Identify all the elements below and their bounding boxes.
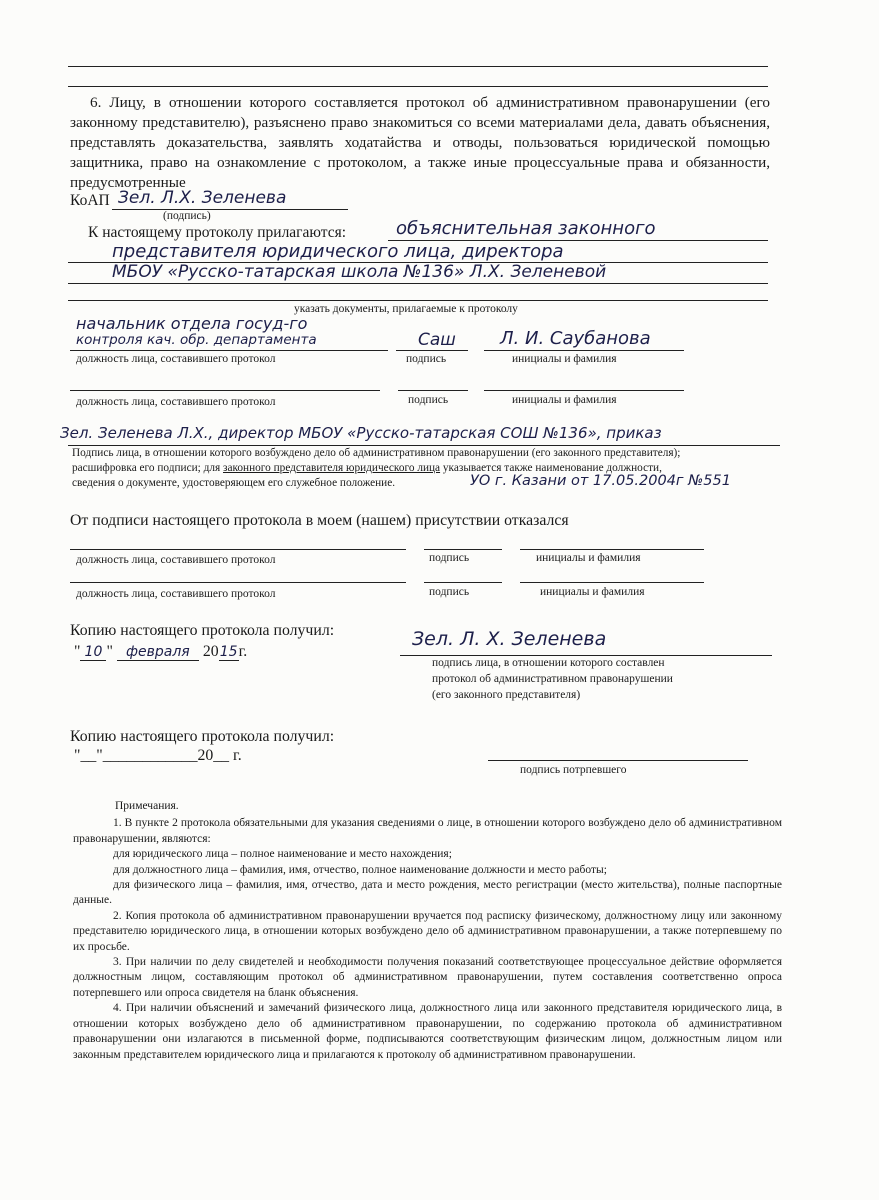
attachments-caption: указать документы, прилагаемые к протоколу (294, 303, 518, 315)
copy1-year-prefix: 20 (202, 643, 219, 660)
note-1b: для должностного лица – фамилия, имя, отчество, полное наименование должности и место работы; (113, 863, 607, 876)
violator-caption-line2-pre: расшифровка его подписи; для (72, 462, 224, 474)
top-rule-1 (68, 66, 768, 67)
compiler2-signature-rule (398, 390, 468, 391)
compiler1-position-line2: контроля кач. обр. департамента (76, 332, 317, 348)
violator-caption-line3: сведения о документе, удостоверяющем его служебное положение. (72, 477, 396, 489)
attachments-rule-4 (68, 300, 768, 301)
note-1c: для физического лица – фамилия, имя, отчество, дата и место рождения, место регистрации (место жительства), полные паспортные данные. (73, 879, 782, 907)
koap-handwritten-signature: Зел. Л.Х. Зеленева (118, 188, 287, 208)
copy1-signature-rule (400, 655, 772, 656)
copy1-signature: Зел. Л. Х. Зеленева (412, 628, 607, 650)
copy1-year-suffix: 15 (219, 644, 238, 660)
signature-caption: (подпись) (163, 210, 211, 222)
note-2: 2. Копия протокола об административном правонарушении вручается под расписку физическому, должностному лицу или законному представителю юридического лица, в отношении которых возбуждено дело об административном правонарушении, а также потерпевшему по их просьбе. (73, 909, 782, 953)
copy1-day: 10 (80, 644, 106, 661)
compiler1-signature: Саш (418, 330, 456, 350)
copy1-caption-2: протокол об административном правонарушении (432, 673, 673, 685)
compiler1-name: Л. И. Саубанова (500, 328, 651, 349)
koap-label: КоАП (70, 192, 110, 209)
copy2-date-template: "__"____________20__ г. (74, 747, 242, 764)
compiler2-caption-signature: подпись (408, 394, 449, 406)
koap-signature-line (112, 209, 348, 210)
refusal-row1-position-rule (70, 549, 406, 550)
note-1: 1. В пункте 2 протокола обязательными для указания сведениями о лице, в отношении которого возбуждено дело об административном правонарушении, являются: (73, 817, 782, 845)
refusal-row2-name-rule (520, 582, 704, 583)
note-3: 3. При наличии по делу свидетелей и необходимости получения показаний соответствующее процессуальное действие оформляется должностным лицом, составляющим протокол об административном правонарушении, путем составления соответственно опроса потерпевшего или опроса свидетеля на бланк объяснения. (73, 956, 782, 999)
top-rule-2 (68, 86, 768, 87)
refusal-row1-name: инициалы и фамилия (536, 552, 641, 564)
compiler1-signature-rule (396, 350, 468, 351)
attachments-label: К настоящему протоколу прилагаются: (88, 224, 347, 241)
note-1a: для юридического лица – полное наименование и место нахождения; (113, 848, 452, 861)
attachments-line-2: представителя юридического лица, директора (112, 241, 564, 262)
violator-rule (68, 445, 780, 446)
violator-handwritten-line2: УО г. Казани от 17.05.2004г №551 (470, 473, 731, 489)
section-6-text: 6. Лицу, в отношении которого составляется протокол об административном правонарушении (его законному представителю), разъяснено право знакомиться со всеми материалами дела, давать объяснения, представлять доказательства, заявлять ходатайства и отводы, пользоваться юридической помощью защитника, право на ознакомление с протоколом, а также иные процессуальные права и обязанности, предусмотренные (70, 94, 770, 191)
note-4: 4. При наличии объяснений и замечаний физического лица, должностного лица или законного представителя юридического лица, в отношении которых возбуждено дело об административном правонарушении, по содержанию протокола об административном правонарушении они излагаются в письменной форме, подписываются соответствующим физическим лицом, должностным лицом или законным представителем юридического лица и прилагаются к протоколу об административном правонарушении. (73, 1002, 782, 1061)
copy1-quote-close: " (106, 643, 113, 660)
refusal-row2-signature-rule (424, 582, 502, 583)
copy1-date (74, 643, 247, 661)
copy1-year-g: г. (238, 643, 248, 660)
refusal-row1-signature: подпись (429, 552, 470, 564)
compiler1-caption-signature: подпись (406, 353, 447, 365)
copy1-month: февраля (117, 644, 199, 661)
refusal-row1-position: должность лица, составившего протокол (76, 554, 276, 566)
refusal-row2-signature: подпись (429, 586, 470, 598)
copy2-signature-rule (488, 760, 748, 761)
refusal-row1-name-rule (520, 549, 704, 550)
violator-caption-line1: Подпись лица, в отношении которого возбуждено дело об административном правонарушении (его законного представителя); (72, 447, 681, 459)
attachments-rule-3 (68, 283, 768, 284)
compiler2-caption-name: инициалы и фамилия (512, 394, 617, 406)
attachments-line-1: объяснительная законного (396, 218, 656, 239)
copy1-quote-open: " (74, 643, 81, 660)
refusal-row1-signature-rule (424, 549, 502, 550)
compiler2-position-rule (70, 390, 380, 391)
refusal-row2-position-rule (70, 582, 406, 583)
copy2-title: Копию настоящего протокола получил: (70, 728, 335, 745)
compiler1-name-rule (484, 350, 684, 351)
compiler2-name-rule (484, 390, 684, 391)
copy1-caption-3: (его законного представителя) (432, 689, 581, 701)
compiler2-caption-position: должность лица, составившего протокол (76, 396, 276, 408)
compiler1-position-line1: начальник отдела госуд-го (76, 314, 308, 333)
copy2-caption: подпись потрпевшего (520, 764, 627, 776)
refusal-row2-position: должность лица, составившего протокол (76, 588, 276, 600)
refusal-row2-name: инициалы и фамилия (540, 586, 645, 598)
violator-handwritten-line1: Зел. Зеленева Л.Х., директор МБОУ «Русско-татарская СОШ №136», приказ (60, 424, 662, 442)
attachments-line-3: МБОУ «Русско-татарская школа №136» Л.Х. Зеленевой (112, 262, 607, 282)
copy1-caption-1: подпись лица, в отношении которого составлен (432, 657, 665, 669)
compiler1-caption-name: инициалы и фамилия (512, 353, 617, 365)
notes-section (73, 799, 782, 1063)
compiler1-position-rule (70, 350, 388, 351)
notes-heading: Примечания. (115, 800, 179, 812)
copy1-title: Копию настоящего протокола получил: (70, 622, 335, 639)
violator-caption-line2-ul: законного представителя юридического лица (223, 462, 441, 474)
refusal-title: От подписи настоящего протокола в моем (нашем) присутствии отказался (70, 512, 569, 529)
compiler1-caption-position: должность лица, составившего протокол (76, 353, 276, 365)
violator-caption-line2-post: указывается также наименование должности, (440, 462, 662, 474)
